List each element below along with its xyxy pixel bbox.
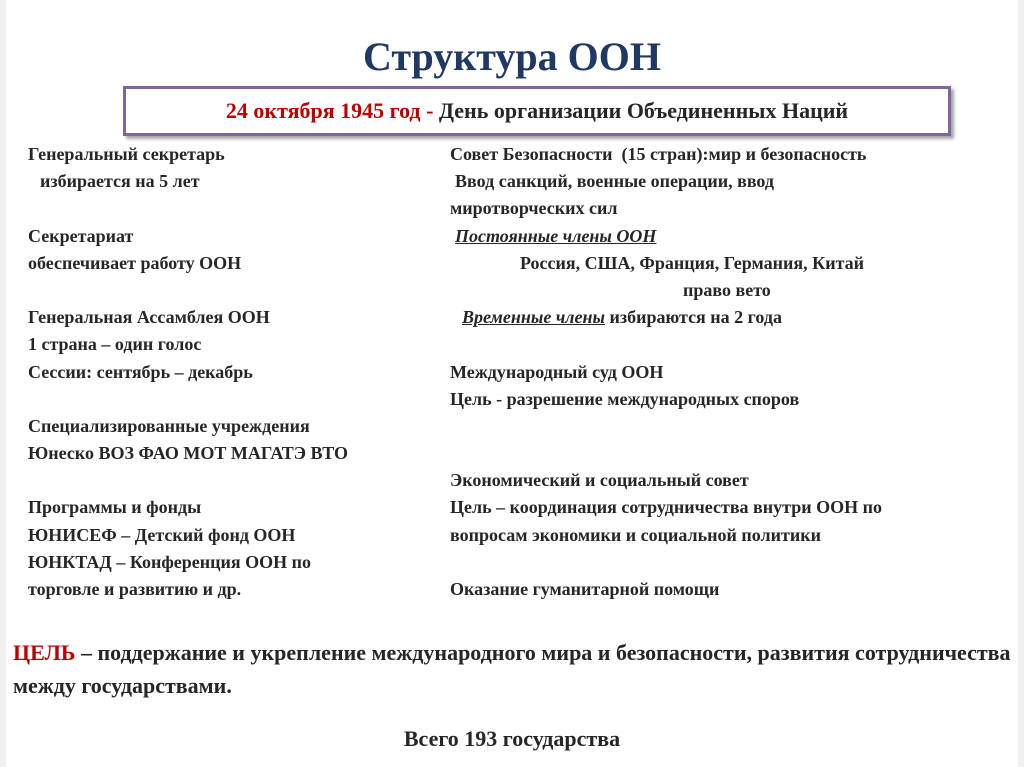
security-council: Совет Безопасности (15 стран):мир и безопасность bbox=[450, 144, 867, 164]
ga-sessions: Сессии: сентябрь – декабрь bbox=[28, 361, 253, 382]
spacer bbox=[28, 195, 438, 222]
ecosoc-goal-2: вопросам экономики и социальной политики bbox=[450, 524, 821, 545]
right-column bbox=[450, 141, 1010, 603]
unctad-line-1: ЮНКТАД – Конференция ООН по bbox=[28, 551, 312, 572]
founding-date-box bbox=[123, 86, 951, 136]
page-title: Структура ООН bbox=[363, 34, 661, 79]
spacer bbox=[450, 331, 1010, 358]
right-border bbox=[1018, 0, 1024, 767]
temporary-members-rest: избираются на 2 года bbox=[605, 307, 782, 328]
left-column bbox=[28, 141, 438, 603]
spacer bbox=[450, 549, 1010, 576]
date-dash: - bbox=[420, 98, 439, 123]
humanitarian-aid: Оказание гуманитарной помощи bbox=[450, 579, 720, 599]
programs-funds: Программы и фонды bbox=[28, 497, 202, 518]
temporary-members bbox=[450, 304, 1010, 331]
unctad-line-2: торговле и развитию и др. bbox=[28, 579, 242, 599]
ecosoc: Экономический и социальный совет bbox=[450, 470, 749, 491]
secretary-term: избирается на 5 лет bbox=[40, 171, 200, 192]
general-assembly: Генеральная Ассамблея ООН bbox=[28, 307, 270, 328]
sc-actions-1: Ввод санкций, военные операции, ввод bbox=[455, 171, 775, 192]
spacer bbox=[28, 277, 438, 304]
spacer bbox=[450, 440, 1010, 467]
specialized-list: Юнеско ВОЗ ФАО МОТ МАГАТЭ ВТО bbox=[28, 443, 349, 464]
spacer bbox=[28, 386, 438, 413]
secretariat-role: обеспечивает работу ООН bbox=[28, 252, 242, 273]
unicef: ЮНИСЕФ – Детский фонд ООН bbox=[28, 524, 296, 545]
spacer bbox=[28, 467, 438, 494]
veto-power: право вето bbox=[683, 279, 771, 300]
permanent-members-list: Россия, США, Франция, Германия, Китай bbox=[520, 252, 865, 273]
goal-text: – поддержание и укрепление международного мира и безопасности, развития сотрудничества между государствами. bbox=[13, 640, 1017, 698]
founding-description: День организации Объединенных Наций bbox=[438, 98, 849, 123]
goal-key: ЦЕЛЬ bbox=[13, 640, 76, 665]
total-states: Всего 193 государства bbox=[403, 726, 621, 751]
sc-actions-2: миротворческих сил bbox=[450, 198, 618, 219]
spacer bbox=[450, 413, 1010, 440]
ga-vote: 1 страна – один голос bbox=[28, 334, 202, 355]
permanent-members-label: Постоянные члены ООН bbox=[455, 225, 657, 246]
secretariat: Секретариат bbox=[28, 225, 134, 246]
temporary-members-label: Временные члены bbox=[462, 307, 605, 328]
court-goal: Цель - разрешение международных споров bbox=[450, 388, 800, 409]
founding-date: 24 октября 1945 год bbox=[225, 98, 421, 123]
international-court: Международный суд ООН bbox=[450, 361, 664, 382]
ecosoc-goal-1: Цель – координация сотрудничества внутри ООН по bbox=[450, 497, 882, 518]
un-goal bbox=[13, 636, 1017, 702]
specialized-agencies: Специализированные учреждения bbox=[28, 415, 310, 436]
secretary-general: Генеральный секретарь bbox=[28, 144, 225, 164]
left-border bbox=[0, 0, 6, 767]
